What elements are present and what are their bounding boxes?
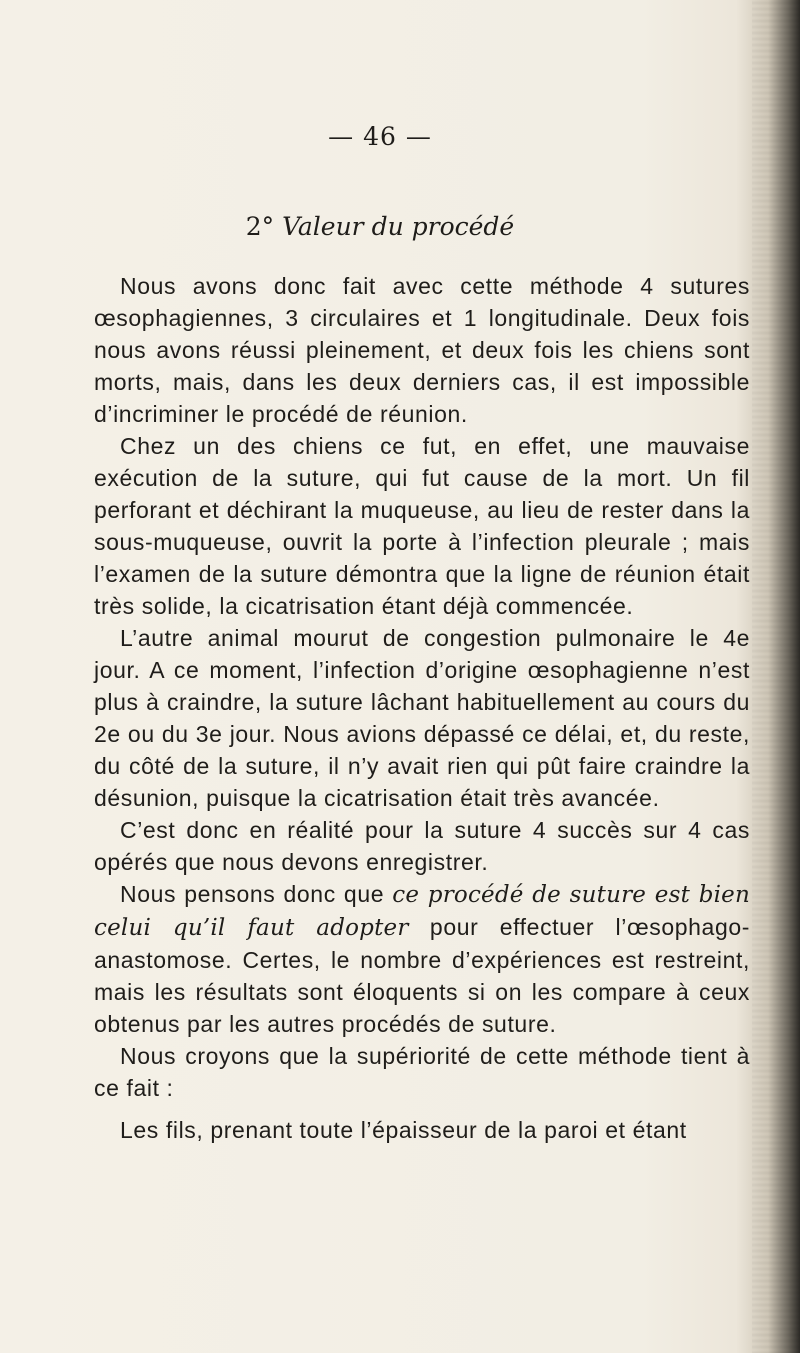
body-text [94, 270, 750, 1146]
section-heading [0, 212, 780, 241]
paragraph-text: pour effectuer l’œsophago-anastomose. Certes, le nombre d’expériences est restreint, mais les résultats sont éloquents si on les compare à ceux obtenus par les autres procédés de suture. [94, 914, 750, 1037]
paragraph: Chez un des chiens ce fut, en effet, une mauvaise exécution de la suture, qui fut cause de la mort. Un fil perforant et déchirant la muqueuse, au lieu de rester dans la sous-muqueuse, ouvrit la porte à l’infection pleurale ; mais l’examen de la suture démontra que la ligne de réunion était très solide, la cicatrisation étant déjà commencée. [94, 433, 750, 619]
page-number: — 46 — [328, 122, 432, 151]
paragraph: C’est donc en réalité pour la suture 4 succès sur 4 cas opérés que nous devons enregistrer. [94, 817, 750, 875]
paragraph: Nous croyons que la supériorité de cette méthode tient à ce fait : [94, 1043, 750, 1101]
paragraph: Nous avons donc fait avec cette méthode 4 sutures œsophagiennes, 3 circulaires et 1 longitudinale. Deux fois nous avons réussi pleinement, et deux fois les chiens sont morts, mais, dans les deux derniers cas, il est impossible d’incriminer le procédé de réunion. [94, 273, 750, 427]
emphasized-text: ce procédé de suture est bien celui qu’il faut adopter [94, 882, 750, 941]
paragraph-emphasis [94, 878, 750, 1040]
section-title: Valeur du procédé [282, 212, 515, 241]
paragraph-continued: Les fils, prenant toute l’épaisseur de la paroi et étant [120, 1117, 687, 1143]
paragraph: L’autre animal mourut de congestion pulmonaire le 4e jour. A ce moment, l’infection d’origine œsophagienne n’est plus à craindre, la suture lâchant habituellement au cours du 2e ou du 3e jour. Nous avions dépassé ce délai, et, du reste, du côté de la suture, il n’y avait rien qui pût faire craindre la désunion, puisque la cicatrisation était très avancée. [94, 625, 750, 811]
paragraph-text: Nous pensons donc que [120, 881, 393, 907]
page-binding-edge [752, 0, 800, 1353]
section-number: 2° [245, 212, 275, 241]
